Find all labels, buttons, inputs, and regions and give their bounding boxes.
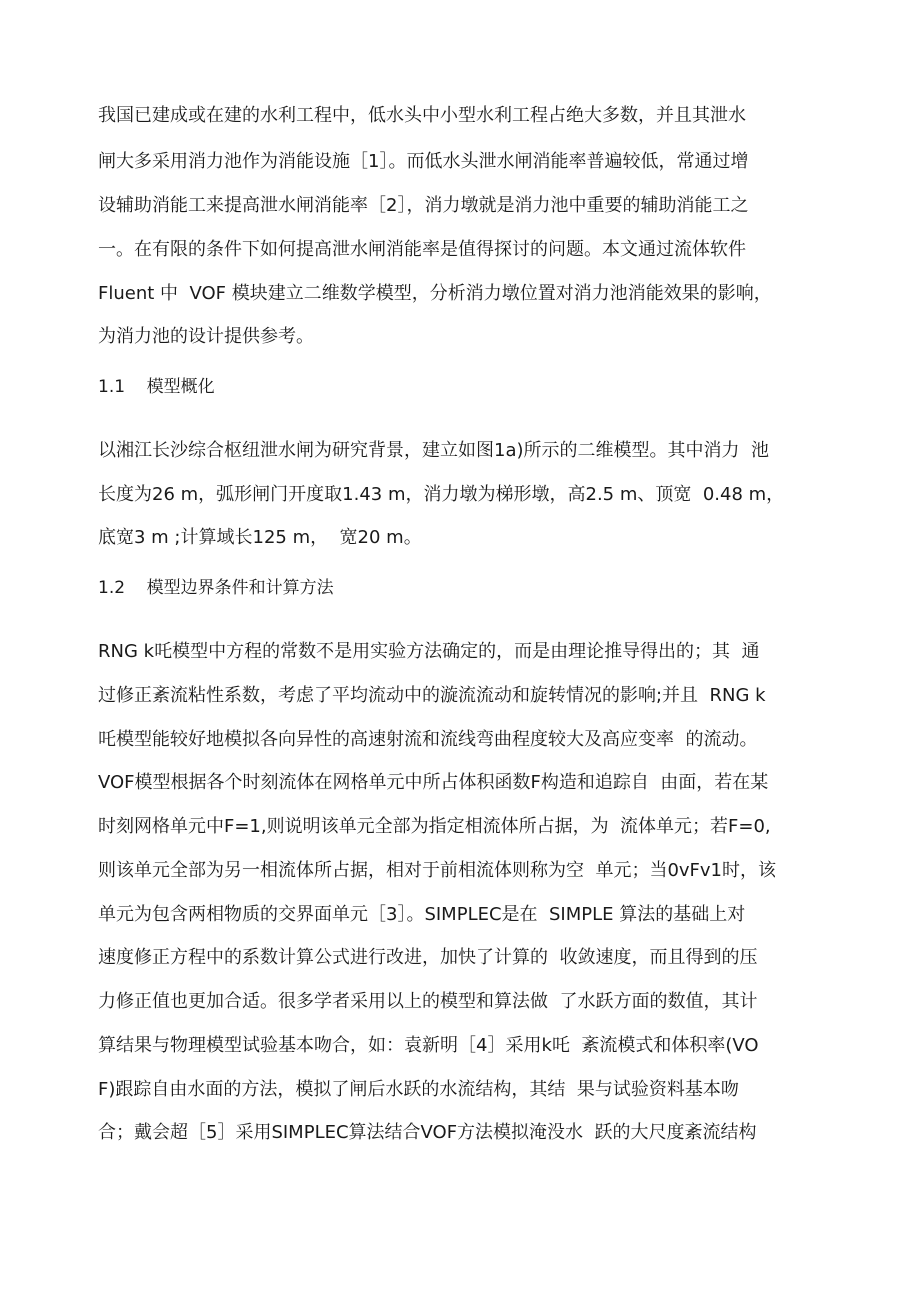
paragraph-line: 长度为26 m，弧形闸门开度取1.43 m，消力墩为梯形墩，高2.5 m、顶宽 0.48 m，	[98, 484, 785, 505]
paragraph-line: 过修正紊流粘性系数，考虑了平均流动中的漩流流动和旋转情况的影响;并且 RNG k	[98, 685, 766, 706]
paragraph-line: 力修正值也更加合适。很多学者采用以上的模型和算法做 了水跃方面的数值，其计	[98, 991, 758, 1012]
paragraph-line: 算结果与物理模型试验基本吻合，如：袁新明［4］采用k吒 紊流模式和体积率(VO	[98, 1035, 759, 1056]
section-heading: 1.2 模型边界条件和计算方法	[98, 578, 334, 598]
paragraph-line: F)跟踪自由水面的方法，模拟了闸后水跃的水流结构，其结 果与试验资料基本吻	[98, 1079, 739, 1100]
paragraph-line: 时刻网格单元中F=1,则说明该单元全部为指定相流体所占据，为 流体单元；若F=0,	[98, 816, 771, 837]
paragraph-line: RNG k吒模型中方程的常数不是用实验方法确定的，而是由理论推导得出的；其 通	[98, 641, 760, 662]
paragraph-line: 为消力池的设计提供参考。	[98, 326, 314, 347]
paragraph-line: VOF模型根据各个时刻流体在网格单元中所占体积函数F构造和追踪自 由面，若在某	[98, 772, 769, 793]
paragraph-line: 速度修正方程中的系数计算公式进行改进，加快了计算的 收敛速度，而且得到的压	[98, 947, 758, 968]
section-heading: 1.1 模型概化	[98, 377, 215, 397]
paragraph-line: 则该单元全部为另一相流体所占据，相对于前相流体则称为空 单元；当0vFv1时，该	[98, 860, 777, 881]
paragraph-line: 单元为包含两相物质的交界面单元［3］。SIMPLEC是在 SIMPLE 算法的基础上对	[98, 904, 746, 925]
paragraph-line: 我国已建成或在建的水利工程中，低水头中小型水利工程占绝大多数，并且其泄水	[98, 105, 746, 126]
paragraph-line: 设辅助消能工来提高泄水闸消能率［2］，消力墩就是消力池中重要的辅助消能工之	[98, 195, 749, 216]
paragraph-line: 以湘江长沙综合枢纽泄水闸为研究背景，建立如图1a)所示的二维模型。其中消力 池	[98, 440, 769, 461]
paragraph-line: 闸大多采用消力池作为消能设施［1］。而低水头泄水闸消能率普遍较低，常通过增	[98, 151, 749, 172]
paragraph-line: Fluent 中 VOF 模块建立二维数学模型，分析消力墩位置对消力池消能效果的影响，	[98, 283, 772, 304]
paragraph-line: 合；戴会超［5］采用SIMPLEC算法结合VOF方法模拟淹没水 跃的大尺度紊流结构	[98, 1122, 757, 1143]
paragraph-line: 吒模型能较好地模拟各向异性的高速射流和流线弯曲程度较大及高应变率 的流动。	[98, 729, 758, 750]
paragraph-line: 一。在有限的条件下如何提高泄水闸消能率是值得探讨的问题。本文通过流体软件	[98, 239, 746, 260]
paragraph-line: 底宽3 m ;计算域长125 m， 宽20 m。	[98, 527, 422, 548]
